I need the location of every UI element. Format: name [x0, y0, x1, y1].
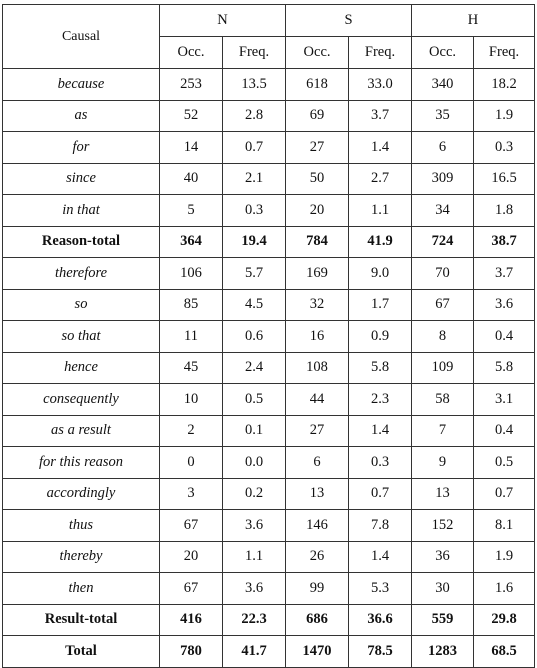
cell-n-freq: 2.4: [223, 352, 286, 384]
cell-n-occ: 253: [160, 69, 223, 101]
cell-s-occ: 27: [286, 132, 349, 164]
table-row: [3, 69, 535, 101]
header-n-occ: Occ.: [160, 37, 223, 69]
cell-s-occ: 686: [286, 604, 349, 636]
cell-h-freq: 0.4: [474, 321, 535, 353]
cell-n-freq: 3.6: [223, 573, 286, 605]
cell-n-occ: 14: [160, 132, 223, 164]
table-row-total: [3, 636, 535, 668]
cell-h-occ: 34: [412, 195, 474, 227]
cell-h-occ: 6: [412, 132, 474, 164]
cell-s-freq: 0.3: [349, 447, 412, 479]
row-label: Result-total: [3, 604, 160, 636]
table-row: [3, 289, 535, 321]
cell-n-occ: 20: [160, 541, 223, 573]
cell-s-occ: 13: [286, 478, 349, 510]
cell-n-occ: 416: [160, 604, 223, 636]
cell-h-freq: 8.1: [474, 510, 535, 542]
cell-n-freq: 3.6: [223, 510, 286, 542]
cell-h-occ: 340: [412, 69, 474, 101]
cell-n-freq: 0.1: [223, 415, 286, 447]
cell-h-occ: 559: [412, 604, 474, 636]
cell-s-freq: 33.0: [349, 69, 412, 101]
table-row: [3, 321, 535, 353]
cell-n-occ: 45: [160, 352, 223, 384]
cell-s-freq: 9.0: [349, 258, 412, 290]
cell-h-freq: 29.8: [474, 604, 535, 636]
cell-n-occ: 10: [160, 384, 223, 416]
cell-h-occ: 152: [412, 510, 474, 542]
cell-h-occ: 309: [412, 163, 474, 195]
row-label: Reason-total: [3, 226, 160, 258]
cell-h-freq: 38.7: [474, 226, 535, 258]
cell-s-occ: 26: [286, 541, 349, 573]
table-row: [3, 541, 535, 573]
row-label: Total: [3, 636, 160, 668]
cell-h-occ: 1283: [412, 636, 474, 668]
cell-h-occ: 109: [412, 352, 474, 384]
header-group-s: S: [286, 5, 412, 37]
cell-h-occ: 8: [412, 321, 474, 353]
table-body: [3, 69, 535, 668]
cell-n-freq: 0.3: [223, 195, 286, 227]
cell-s-freq: 1.7: [349, 289, 412, 321]
cell-s-freq: 1.4: [349, 415, 412, 447]
cell-n-occ: 40: [160, 163, 223, 195]
row-label: as: [3, 100, 160, 132]
cell-s-occ: 44: [286, 384, 349, 416]
cell-h-freq: 1.9: [474, 100, 535, 132]
cell-h-occ: 13: [412, 478, 474, 510]
table-row: [3, 132, 535, 164]
cell-s-freq: 5.3: [349, 573, 412, 605]
cell-h-occ: 36: [412, 541, 474, 573]
cell-n-freq: 2.8: [223, 100, 286, 132]
cell-s-occ: 69: [286, 100, 349, 132]
header-h-occ: Occ.: [412, 37, 474, 69]
cell-n-freq: 0.7: [223, 132, 286, 164]
cell-n-freq: 0.0: [223, 447, 286, 479]
row-label: then: [3, 573, 160, 605]
row-label: as a result: [3, 415, 160, 447]
cell-h-freq: 0.7: [474, 478, 535, 510]
cell-h-occ: 30: [412, 573, 474, 605]
table-row-total: [3, 604, 535, 636]
cell-n-freq: 0.6: [223, 321, 286, 353]
cell-s-occ: 16: [286, 321, 349, 353]
cell-s-freq: 1.1: [349, 195, 412, 227]
cell-s-occ: 169: [286, 258, 349, 290]
cell-n-occ: 780: [160, 636, 223, 668]
row-label: consequently: [3, 384, 160, 416]
cell-h-freq: 3.6: [474, 289, 535, 321]
row-label: because: [3, 69, 160, 101]
row-label: hence: [3, 352, 160, 384]
cell-s-occ: 6: [286, 447, 349, 479]
table-row: [3, 258, 535, 290]
cell-s-freq: 2.3: [349, 384, 412, 416]
cell-s-freq: 78.5: [349, 636, 412, 668]
cell-s-freq: 41.9: [349, 226, 412, 258]
cell-s-freq: 0.7: [349, 478, 412, 510]
header-h-freq: Freq.: [474, 37, 535, 69]
cell-h-occ: 7: [412, 415, 474, 447]
cell-n-occ: 85: [160, 289, 223, 321]
cell-s-occ: 27: [286, 415, 349, 447]
cell-n-occ: 67: [160, 510, 223, 542]
cell-n-freq: 1.1: [223, 541, 286, 573]
cell-h-freq: 1.8: [474, 195, 535, 227]
row-label: for this reason: [3, 447, 160, 479]
header-row-groups: [3, 5, 535, 37]
cell-n-occ: 67: [160, 573, 223, 605]
cell-h-freq: 1.6: [474, 573, 535, 605]
cell-h-occ: 67: [412, 289, 474, 321]
cell-n-freq: 0.5: [223, 384, 286, 416]
cell-n-freq: 41.7: [223, 636, 286, 668]
cell-h-occ: 70: [412, 258, 474, 290]
causal-frequency-table: [2, 4, 535, 668]
cell-s-occ: 618: [286, 69, 349, 101]
row-label: for: [3, 132, 160, 164]
cell-n-freq: 5.7: [223, 258, 286, 290]
table-row: [3, 100, 535, 132]
cell-n-occ: 364: [160, 226, 223, 258]
row-label: so: [3, 289, 160, 321]
header-n-freq: Freq.: [223, 37, 286, 69]
header-s-occ: Occ.: [286, 37, 349, 69]
cell-h-occ: 58: [412, 384, 474, 416]
cell-s-occ: 20: [286, 195, 349, 227]
causal-frequency-table-container: [2, 4, 534, 668]
table-row: [3, 384, 535, 416]
cell-h-occ: 724: [412, 226, 474, 258]
cell-s-occ: 108: [286, 352, 349, 384]
cell-s-freq: 7.8: [349, 510, 412, 542]
cell-s-occ: 1470: [286, 636, 349, 668]
row-label: therefore: [3, 258, 160, 290]
cell-n-occ: 0: [160, 447, 223, 479]
cell-h-freq: 3.1: [474, 384, 535, 416]
cell-n-occ: 2: [160, 415, 223, 447]
cell-h-freq: 1.9: [474, 541, 535, 573]
cell-s-freq: 0.9: [349, 321, 412, 353]
table-row: [3, 573, 535, 605]
cell-h-freq: 0.3: [474, 132, 535, 164]
table-row: [3, 510, 535, 542]
cell-h-freq: 3.7: [474, 258, 535, 290]
row-label: since: [3, 163, 160, 195]
cell-s-occ: 32: [286, 289, 349, 321]
cell-h-freq: 18.2: [474, 69, 535, 101]
cell-s-freq: 1.4: [349, 132, 412, 164]
cell-h-freq: 16.5: [474, 163, 535, 195]
cell-s-freq: 3.7: [349, 100, 412, 132]
row-label: thus: [3, 510, 160, 542]
cell-h-freq: 68.5: [474, 636, 535, 668]
cell-s-freq: 36.6: [349, 604, 412, 636]
cell-h-occ: 35: [412, 100, 474, 132]
cell-h-freq: 0.4: [474, 415, 535, 447]
table-row: [3, 195, 535, 227]
cell-s-occ: 99: [286, 573, 349, 605]
cell-s-occ: 50: [286, 163, 349, 195]
row-label: thereby: [3, 541, 160, 573]
cell-n-occ: 5: [160, 195, 223, 227]
cell-s-freq: 2.7: [349, 163, 412, 195]
cell-h-freq: 5.8: [474, 352, 535, 384]
cell-s-freq: 5.8: [349, 352, 412, 384]
cell-h-freq: 0.5: [474, 447, 535, 479]
cell-s-occ: 146: [286, 510, 349, 542]
cell-n-freq: 4.5: [223, 289, 286, 321]
table-row: [3, 163, 535, 195]
table-row-total: [3, 226, 535, 258]
row-label: so that: [3, 321, 160, 353]
table-row: [3, 415, 535, 447]
cell-n-occ: 106: [160, 258, 223, 290]
header-group-h: H: [412, 5, 535, 37]
cell-s-freq: 1.4: [349, 541, 412, 573]
cell-n-occ: 11: [160, 321, 223, 353]
cell-s-occ: 784: [286, 226, 349, 258]
cell-n-occ: 52: [160, 100, 223, 132]
cell-n-freq: 22.3: [223, 604, 286, 636]
row-label: in that: [3, 195, 160, 227]
header-causal: Causal: [3, 5, 160, 69]
table-row: [3, 352, 535, 384]
table-row: [3, 447, 535, 479]
table-row: [3, 478, 535, 510]
cell-n-occ: 3: [160, 478, 223, 510]
cell-h-occ: 9: [412, 447, 474, 479]
header-s-freq: Freq.: [349, 37, 412, 69]
cell-n-freq: 0.2: [223, 478, 286, 510]
cell-n-freq: 2.1: [223, 163, 286, 195]
cell-n-freq: 13.5: [223, 69, 286, 101]
header-group-n: N: [160, 5, 286, 37]
cell-n-freq: 19.4: [223, 226, 286, 258]
row-label: accordingly: [3, 478, 160, 510]
